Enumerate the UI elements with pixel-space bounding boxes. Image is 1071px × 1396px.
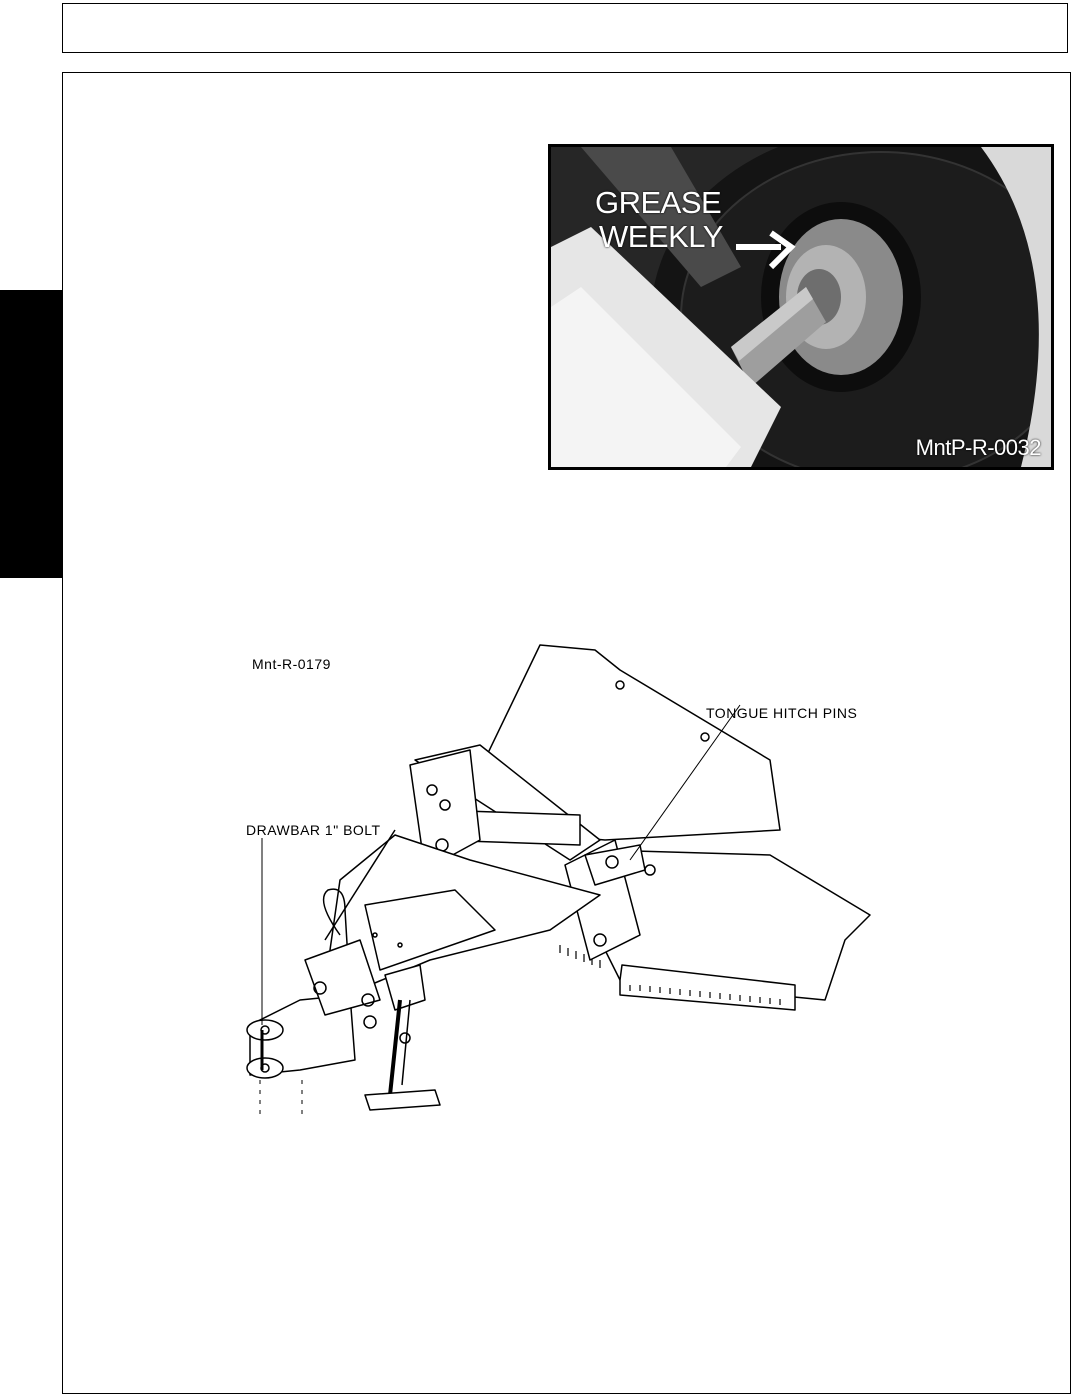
section-side-tab xyxy=(0,290,62,578)
tongue-hitch-pins-label: TONGUE HITCH PINS xyxy=(706,705,858,721)
drawbar-bolt-label: DRAWBAR 1" BOLT xyxy=(246,822,381,838)
photo-reference-id: MntP-R-0032 xyxy=(915,435,1041,460)
grease-callout-line1: GREASE xyxy=(595,185,722,220)
drawing-reference-id: Mnt-R-0179 xyxy=(252,656,331,672)
wheel-hub-photo xyxy=(548,144,1054,470)
hitch-drawing xyxy=(220,640,900,1130)
page-header-box xyxy=(62,3,1068,53)
grease-callout-line2: WEEKLY xyxy=(599,219,723,254)
